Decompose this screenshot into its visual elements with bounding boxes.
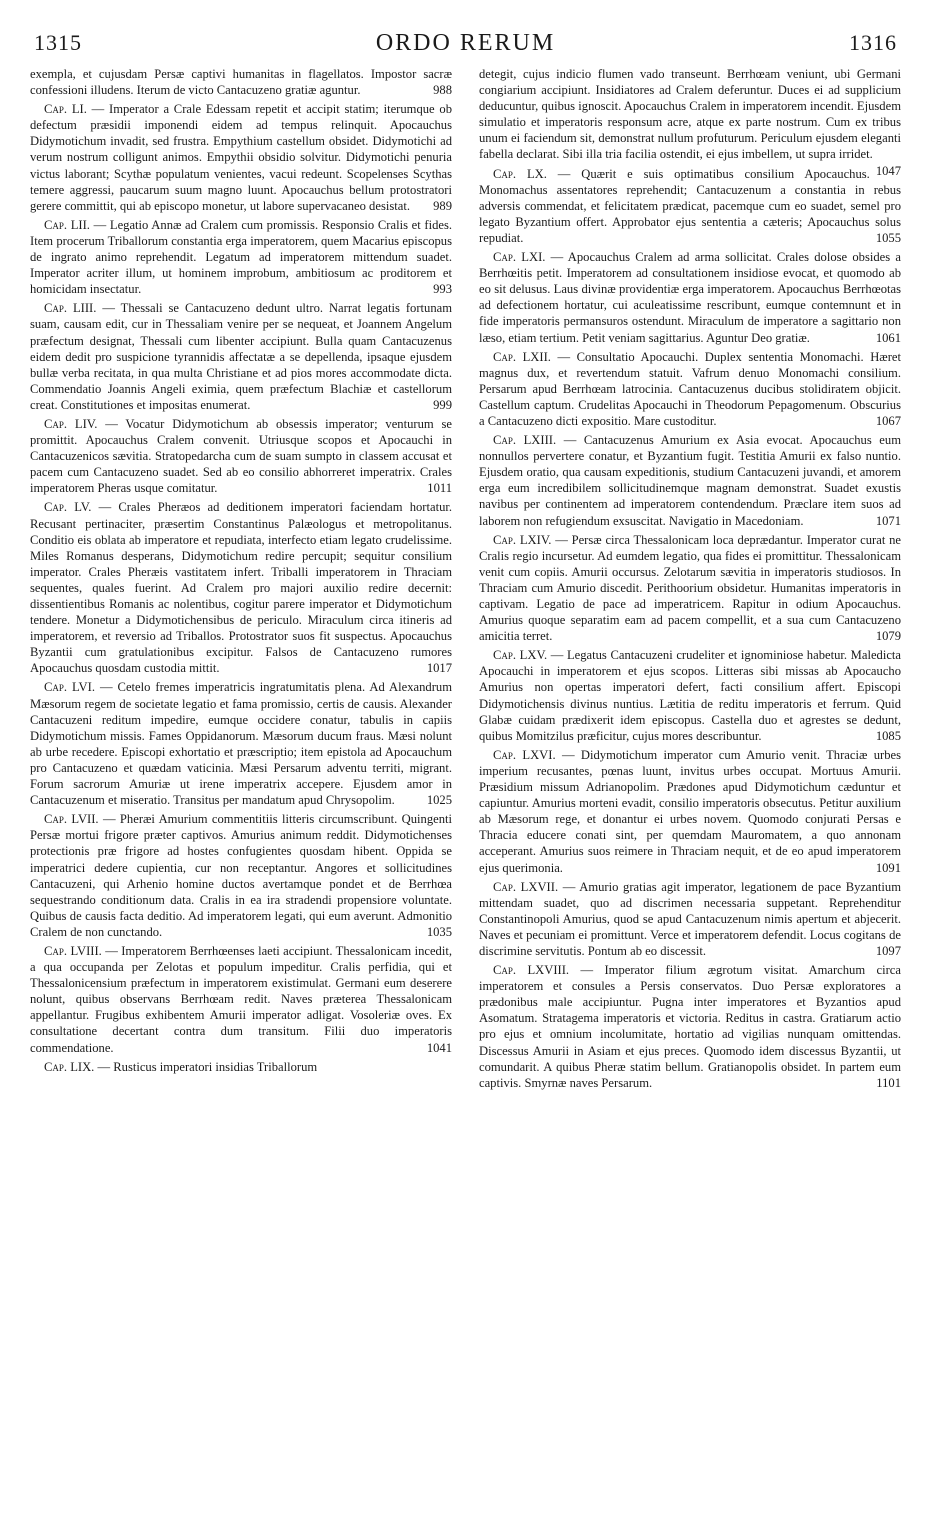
- chapter-summary: [30, 217, 452, 297]
- page-reference: 1047: [875, 163, 901, 178]
- chapter-text: — Apocauchus Cralem ad arma sollicitat. Crales dolose obsides a Berrhœitis petit. Imperatorem ad consultationem insidiose evocat, et quomodo ab eo sit delusus. Laus divinæ providentiæ erga imperatorem. Apocauchus Berrhœotas ad defectionem hortatur, cui aculeatissime rescribunt, eumque contemnunt et in fide imperatoris permansuros ostendunt. Miraculum de imperatore a sagittario non læso, etiam tertium. Petit veniam sagittarius. Aguntur Deo gratiæ.: [479, 250, 901, 345]
- chapter-label: Cap. LXI.: [493, 250, 546, 265]
- page-reference: 1025: [426, 793, 452, 808]
- chapter-text: — Crales Pheræos ad deditionem imperatori faciendam hortatur. Recusant pertinaciter, præsertim Constantinus Palæologus et metropolitanus. Conditio eis oblata ab imperatore et repudiata, interfecto etiam legato crudelissime. Miles Romanus desperans, Didymotichum redire percupit; sequitur consilium imperator. Crales Pheræis vastitatem infert. Triballi imperatorem in Thraciam sequentes, quales fuerint. Ad Cralem pro majori auxilio redire decernit: dissentientibus Romanis ac nolentibus, cogitur parere imperator et Didymotichum tendere. Monetur a Didymotichensibus de periculo. Miraculum circa itineris ad imperatorem, et reversio ad Triballos. Protostrator suos fit suspectus. Apocauchus Byzantii cum gratulationibus excipitur. Falsos de Cantacuzeno rumores Apocauchus quosdam custodia mittit.: [30, 500, 452, 676]
- page-number-left: 1315: [34, 30, 82, 55]
- page-reference: 1055: [875, 230, 901, 245]
- page-header: [30, 30, 901, 58]
- page-reference: 1101: [876, 1075, 901, 1090]
- chapter-text: — Imperator filium ægrotum visitat. Amarchum circa imperatorem et consules a Persis conservatos. Duo Persæ exploratores a prædonibus male accipiuntur. Pugna inter imperatores et Byzantios apud Asomatum. Stratagema imperatoris et victoria. Reditus in castra. Gratiarum actio pro ejus et omnium incolumitate, hortatio ad vigilias nunquam omittendas. Discessus Amurii in Asiam et ejus preces. Quomodo idem discessus Byzantii, ut comundarit. A quibus Pheræ statim bellum. Gratianopolis obsidet. In partem eum captivis. Smyrnæ naves Persarum.: [479, 963, 901, 1090]
- chapter-summary: [479, 532, 901, 645]
- chapter-summary: [30, 300, 452, 413]
- chapter-summary: [30, 499, 452, 676]
- chapter-text: detegit, cujus indicio flumen vado transeunt. Berrhœam veniunt, ubi Germani congiarium accipiunt. Insidiatores ad Cralem deferuntur. Duces ei ad supplicium deducuntur, quibus ignoscit. Apocauchus Cralem in imperatorem incendit. Ejusdem simulatio et imperatoris responsum acre, atque ex parte nostrum. Cum ex tribus unum ei faciendum sit, demonstrat nullum profuturum. Periculum ejusdem eleganti fabella declarat. Sibi illa tria facilia ostendit, ei ejus imbellem, ut supra irridet.: [479, 67, 901, 162]
- page-reference: 1011: [427, 481, 452, 496]
- chapter-label: Cap. LXIII.: [493, 433, 557, 448]
- chapter-text: — Vocatur Didymotichum ab obsessis imperator; venturum se promittit. Apocauchus Cralem convenit. Utriusque scopos et Apocauchi in Cantacuzenicos sævitia. Stratopedarcha cum de suam sumpto in classem accusat et pacem cum Cantacuzeno suadet. Sed ab eo consilio abhorreret imperatrix. Crales imperatorem Pheras usque comitatur.: [30, 416, 452, 496]
- chapter-label: Cap. LXIV.: [493, 532, 552, 547]
- chapter-label: Cap. LI.: [44, 102, 87, 117]
- chapter-text: — Legatus Cantacuzeni crudeliter et ignominiose habetur. Maledicta Apocauchi in imperatorem et ejus scopos. Litteras sibi missas ab Apocaucho Amurius non opertas imperatori defert, facti consilium affert. Episcopi Didymotichensis divinus nuntius. Lætitia de reditu imperatoris et ferrum. Quid Glabæ cuidam prædixerit idem episcopus. Castella duo et agrestes se dedunt, quibus Momitzilus præficitur, cujus mores describuntur.: [479, 648, 901, 743]
- chapter-summary: [479, 879, 901, 959]
- chapter-label: Cap. LIII.: [44, 301, 97, 316]
- chapter-text: — Rusticus imperatori insidias Triballorum: [97, 1059, 318, 1074]
- chapter-text: — Consultatio Apocauchi. Duplex sententia Monomachi. Hæret magnus dux, et revertendum statuit. Vafrum denuo Monomachi consilium. Persarum apud Berrhœam latrocinia. Cantacuzenus ducibus stolidiratem objicit. Castellum captum. Crudelitas Apocauchi in Theodorum Pepagomenum. Obscurius a Cantacuzeno dicti expositio. Mare custoditur.: [479, 349, 901, 428]
- chapter-summary: [479, 647, 901, 744]
- page-reference: 1041: [426, 1040, 452, 1055]
- chapter-text: — Amurio gratias agit imperator, legationem de pace Byzantium mittendam suadet, quo ad discrimen necessaria suppetant. Reprehenditur Constantinopoli Amurius, quod se apud Cantacuzenum nimis apertum et abjecerit. Naves et pecuniam ei promittunt. Verce et imperatorem defendit. Locus cogitans de discrimine servitutis. Pontum ab eo discessit.: [479, 879, 901, 958]
- chapter-label: Cap. LXII.: [493, 349, 551, 364]
- chapter-label: Cap. LXV.: [493, 648, 548, 663]
- chapter-label: Cap. LVII.: [44, 812, 99, 827]
- chapter-summary: [30, 943, 452, 1056]
- chapter-text: exempla, et cujusdam Persæ captivi humanitas in flagellatos. Impostor sacræ confessioni illudens. Iterum de victo Cantacuzeno gratiæ aguntur.: [30, 67, 452, 98]
- page-reference: 989: [433, 198, 452, 213]
- continued-summary: [30, 66, 452, 98]
- chapter-text: — Imperatorem Berrhœenses laeti accipiunt. Thessalonicam incedit, a qua occupanda per Zelotas et populum impeditur. Cralis perfidia, qui et Thessalonicensium præfectum in imperatorem existimulat. Germani eum deserere nolunt, quibus observans Berrhœam redit. Naves præterea Thessalonicam appellantur. Frugibus exhibentem Amurii imperator adligat. Vosoleriæ oves. Ex consultatione decertant contra dum transitum. Filii duo imperatoris commendatione.: [30, 943, 452, 1055]
- chapter-text: — Imperator a Crale Edessam repetit et accipit statim; iterumque ob defectum præsidii imponendi eidem ad tempus relinquit. Apocauchus Didymotichum invadit, sed frustra. Empythium castellum obsidet. Didymotichi ad verum nostrum colligunt animos. Empythii obsidio solvitur. Didymotichi penuria victus laborant; Scythæ populatum venientes, vacui redeunt. Scopelenses Scythas temere aggressi, paucarum suum magno luunt. Apocauchus bellum protostratori gerere committit, qui ab episcopo monetur, ut labore supervacaneo desistat.: [30, 102, 452, 213]
- page-reference: 1079: [875, 629, 901, 644]
- chapter-summary: [30, 1059, 452, 1075]
- chapter-label: Cap. LXVII.: [493, 879, 559, 894]
- chapter-label: Cap. LIV.: [44, 416, 98, 431]
- chapter-label: Cap. LVIII.: [44, 943, 102, 958]
- chapter-label: Cap. LIX.: [44, 1059, 95, 1074]
- chapter-label: Cap. LX.: [493, 166, 547, 181]
- chapter-summary: [30, 416, 452, 496]
- chapter-summary: [479, 747, 901, 876]
- chapter-summary: [30, 811, 452, 940]
- running-title: ORDO RERUM: [375, 30, 556, 56]
- page-number-right: 1316: [849, 30, 897, 55]
- page-reference: 1091: [875, 860, 901, 875]
- chapter-text: — Legatio Annæ ad Cralem cum promissis. Responsio Cralis et fides. Item procerum Triballorum constantia erga imperatorem, quem Macarius episcopus de ingrato animo reprehendit. Legatum ad imperatorem mittendum suadet. Imperator acriter illum, ut hominem improbum, ambitiosum ac proditorem et homicidam insectatur.: [30, 217, 452, 297]
- page-reference: 993: [433, 282, 452, 297]
- chapter-text: — Pheræi Amurium commentitiis litteris circumscribunt. Quingenti Persæ mortui frigore præter captivos. Amurius animum reddit. Didymotichenses protectionis præ frigore ad hostes confugientes quosdam hibent. Oppida se imperatrici dedere cupientia, cur non receptantur. Angores et sollicitudines Cantacuzeni, qui Arhenio homine ductos avertamque pondet et de Berrhœa sequestrando conditionum data. Cralis in ea ira stradendi propensiore voluntate. Quibus de causis facta deditio. Ad imperatorem legati, qui eum averunt. Admonitio Cralem de non cunctando.: [30, 812, 452, 939]
- page-reference: 1061: [875, 330, 901, 345]
- right-column: [479, 66, 901, 1526]
- chapter-summary: [30, 101, 452, 214]
- page-reference: 999: [433, 397, 452, 412]
- chapter-label: Cap. LVI.: [44, 680, 95, 695]
- left-column: [30, 66, 452, 1526]
- page-reference: 988: [433, 83, 452, 98]
- page-reference: 1017: [426, 661, 452, 676]
- page-reference: 1071: [875, 513, 901, 528]
- page-reference: 1035: [426, 924, 452, 939]
- chapter-text: — Thessali se Cantacuzeno dedunt ultro. Narrat legatis fortunam suam, causam edit, cur in Thessaliam venire per se nequeat, et Joannem Angelum præfectum designat, Thessali cum libenter accipiunt. Bulla quam Cantacuzenus eidem dedit pro suspicione tyrannidis affectatæ a se depellenda, ipsaque ejusdem bullæ verba recitata, in qua multa Christiane et ad pios mores accommodate dicta. Commendatio Joannis Angeli eximia, quem præfectum Blachiæ et castellorum creat. Constitutiones et impositas enumerat.: [30, 301, 452, 412]
- chapter-summary: [479, 432, 901, 529]
- chapter-text: — Quærit e suis optimatibus consilium Apocauchus. Monomachus assentatores reprehendit; Cantacuzenum a constantia in rebus adversis commendat, et felicitatem prædicat, pacemque cum eo suadet, semel pro legato Byzantium offert. Approbator ejus sententia a cæteris; Apocauchus solus repudiat.: [479, 166, 901, 245]
- chapter-label: Cap. LXVI.: [493, 747, 556, 762]
- chapter-summary: [479, 962, 901, 1091]
- chapter-text: — Persæ circa Thessalonicam loca deprædantur. Imperator curat ne Cralis regio incursetur. Ad eumdem legatio, qua fides ei promittitur. Thessalonicam venit cum copiis. Amurii occursus. Zelotarum sævitia in imperatoris studiosos. In Thraciam cum Amurio discedit. Perithoorium obsidetur. Humanitas imperatoris in captivam. Legatio de pace ad imperatricem. Rapitur in odium Apocauchus. Amurius quoque separatim eam ad pacem compellit, et a sua cum Cantacuzeno amicitia terret.: [479, 532, 901, 644]
- chapter-summary: [479, 249, 901, 346]
- chapter-label: Cap. LV.: [44, 500, 92, 515]
- page-reference: 1097: [875, 943, 901, 958]
- chapter-text: — Cetelo fremes imperatricis ingratumitatis plena. Ad Alexandrum Mæsorum regem de societate legatio et fama promissio, certis de causis. Alexander Cantacuzeni reditum impedire, eumque occidere conatur, tabulis in capiis Didymotichum missis. Fames Oppidanorum. Mæsorum ducum fraus. Mæsi nolunt ab urbe recedere. Episcopi exhortatio et præscriptio; item epistola ad Apocauchum pro Cantacuzeno et quædam vaticinia. Mæsi Persarum adventu territi, migrant. Forum sacrorum Amuriæ ut irene imperatrix accepere. Ejusdem amor in Cantacuzenum et miseratio. Transitus per mandatum apud Chrysopolim.: [30, 680, 452, 808]
- chapter-summary: [479, 166, 901, 246]
- page-reference: 1067: [875, 413, 901, 428]
- text-columns: [30, 66, 901, 1526]
- chapter-text: — Cantacuzenus Amurium ex Asia evocat. Apocauchus eum nonnullos pervertere conatur, et Byzantium fugit. Testitia Amurii ex falso nuntio. Ejusdem oratio, qua causam expeditionis, studium Cantacuzeni juvandi, et amorem erga eum incredibilem sollicitudinemque magnam demonstrat. Suadet exustis navibus per continentem ad imperatorem contendendum. Præclare item suos ad laborem non refugiendum exsuscitat. Navigatio in Macedoniam.: [479, 433, 901, 528]
- chapter-label: Cap. LII.: [44, 217, 90, 232]
- chapter-text: — Didymotichum imperator cum Amurio venit. Thraciæ urbes imperium recusantes, pœnas luunt, invitus urbes occupat. Mortuus Amurii. Præsidium missum Adrianopolim. Prædones apud Didymotichum cæduntur et capiuntur. Amurius morteni evadit, consilio imperatoris obsecutus. Petitur auxilium ab Mæsorum rege, et donantur ei urbes novem. Quomodo conjurati Persas e Thracia educere conati sint, per quemdam Mauromatem, a quo annonam acceperant. Amurius suos reimere in Thraciam nequit, et de eo apud imperatorem ejus querimonia.: [479, 747, 901, 875]
- chapter-summary: [30, 679, 452, 808]
- page-reference: 1085: [875, 728, 901, 743]
- chapter-summary: [479, 349, 901, 429]
- chapter-label: Cap. LXVIII.: [493, 963, 570, 978]
